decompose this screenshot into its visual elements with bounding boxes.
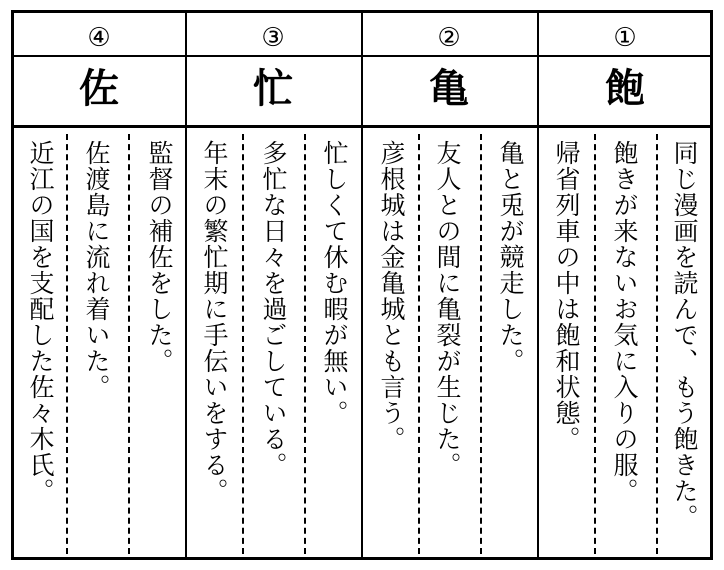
column-number: ③ (261, 23, 285, 53)
example-sentence: 同じ漫画を読んで、もう飽きた。 (670, 140, 699, 530)
example-sentence: 友人との間に亀裂が生じた。 (433, 140, 462, 478)
example-sentence: 佐渡島に流れ着いた。 (82, 140, 111, 400)
example-sentence: 多忙な日々を過ごしている。 (259, 140, 288, 478)
column-number: ④ (87, 23, 111, 53)
sentence-divider (242, 134, 244, 554)
example-sentence: 年末の繁忙期に手伝いをする。 (200, 140, 229, 504)
sentence-divider (66, 134, 68, 554)
sentence-divider (128, 134, 130, 554)
sentence-divider (594, 134, 596, 554)
column-kanji: 飽 (605, 66, 645, 112)
sentence-divider (480, 134, 482, 554)
column-kanji: 忙 (253, 66, 293, 112)
example-sentence: 近江の国を支配した佐々木氏。 (26, 140, 55, 504)
column-kanji: 亀 (429, 66, 469, 112)
column-number: ② (437, 23, 461, 53)
example-sentence: 亀と兎が競走した。 (496, 140, 525, 374)
example-sentence: 彦根城は金亀城とも言う。 (377, 140, 406, 452)
example-sentence: 飽きが来ないお気に入りの服。 (610, 140, 639, 504)
column-kanji: 佐 (79, 66, 119, 112)
example-sentence: 忙しくて休む暇が無い。 (320, 140, 349, 426)
sentence-divider (304, 134, 306, 554)
example-sentence: 帰省列車の中は飽和状態。 (552, 140, 581, 452)
column-number: ① (613, 23, 637, 53)
sentence-divider (656, 134, 658, 554)
example-sentence: 監督の補佐をした。 (145, 140, 174, 374)
sentence-divider (418, 134, 420, 554)
